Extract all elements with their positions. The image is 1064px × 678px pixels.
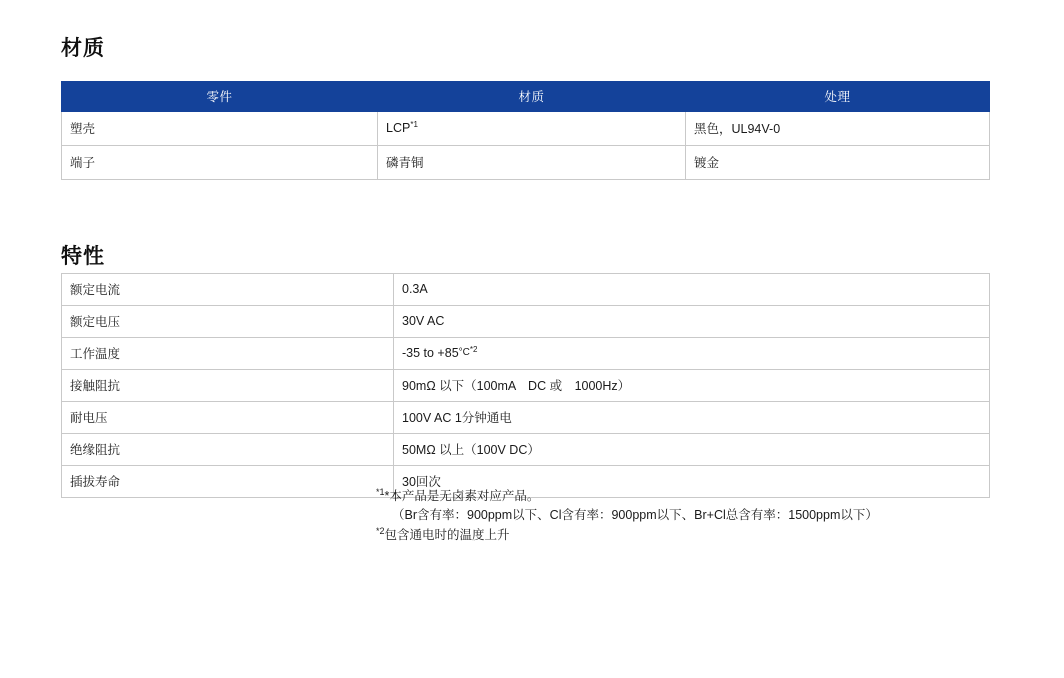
materials-cell-part: 端子 (62, 146, 378, 180)
materials-header-part: 零件 (62, 82, 378, 112)
table-row (62, 338, 990, 370)
characteristics-value (394, 338, 990, 370)
footnote-2 (376, 526, 1016, 545)
materials-cell-material (378, 112, 686, 146)
degree-celsius-unit: °C (458, 347, 470, 358)
characteristics-value: 30回次 (394, 466, 990, 498)
materials-section-title: 材质 (61, 37, 105, 60)
characteristics-section-title: 特性 (61, 245, 105, 268)
characteristics-label: 接触阻抗 (62, 370, 394, 402)
materials-cell-treatment: 镀金 (686, 146, 990, 180)
materials-header-material: 材质 (378, 82, 686, 112)
characteristics-value-text: -35 to +85 (402, 346, 459, 360)
table-row (62, 402, 990, 434)
materials-cell-material: 磷青铜 (378, 146, 686, 180)
footnote-1-continuation: （Br含有率：900ppm以下、Cl含有率：900ppm以下、Br+Cl总含有率：1500ppm以下） (392, 508, 878, 523)
materials-material-text: LCP (386, 121, 411, 135)
materials-cell-treatment: 黑色，UL94V-0 (686, 112, 990, 146)
characteristics-label: 工作温度 (62, 338, 394, 370)
table-row (62, 434, 990, 466)
table-row (62, 274, 990, 306)
footnotes-block (376, 487, 1016, 545)
table-row (62, 112, 990, 146)
footnote-2-mark: *2 (376, 525, 385, 536)
characteristics-label: 额定电压 (62, 306, 394, 338)
characteristics-table (61, 273, 990, 498)
table-row (62, 146, 990, 180)
characteristics-value: 100V AC 1分钟通电 (394, 402, 990, 434)
materials-table-header-row (62, 82, 990, 112)
footnote-1-text: *本产品是无卤素对应产品。 (384, 489, 540, 503)
materials-table (61, 81, 990, 180)
materials-material-footnote-mark: *1 (410, 119, 418, 129)
footnote-1-mark: *1 (376, 486, 385, 497)
characteristics-value: 30V AC (394, 306, 990, 338)
characteristics-footnote-mark: *2 (469, 344, 478, 354)
footnote-2-text: 包含通电时的温度上升 (384, 527, 510, 542)
characteristics-label: 额定电流 (62, 274, 394, 306)
characteristics-value: 0.3A (394, 274, 990, 306)
footnote-1 (376, 487, 1016, 506)
characteristics-label: 插拔寿命 (62, 466, 394, 498)
characteristics-value: 50MΩ 以上（100V DC） (394, 434, 990, 466)
table-row (62, 370, 990, 402)
characteristics-value: 90mΩ 以下（100mA DC 或 1000Hz） (394, 370, 990, 402)
characteristics-label: 耐电压 (62, 402, 394, 434)
table-row (62, 306, 990, 338)
materials-cell-part: 塑壳 (62, 112, 378, 146)
characteristics-label: 绝缘阻抗 (62, 434, 394, 466)
materials-header-treatment: 处理 (686, 82, 990, 112)
